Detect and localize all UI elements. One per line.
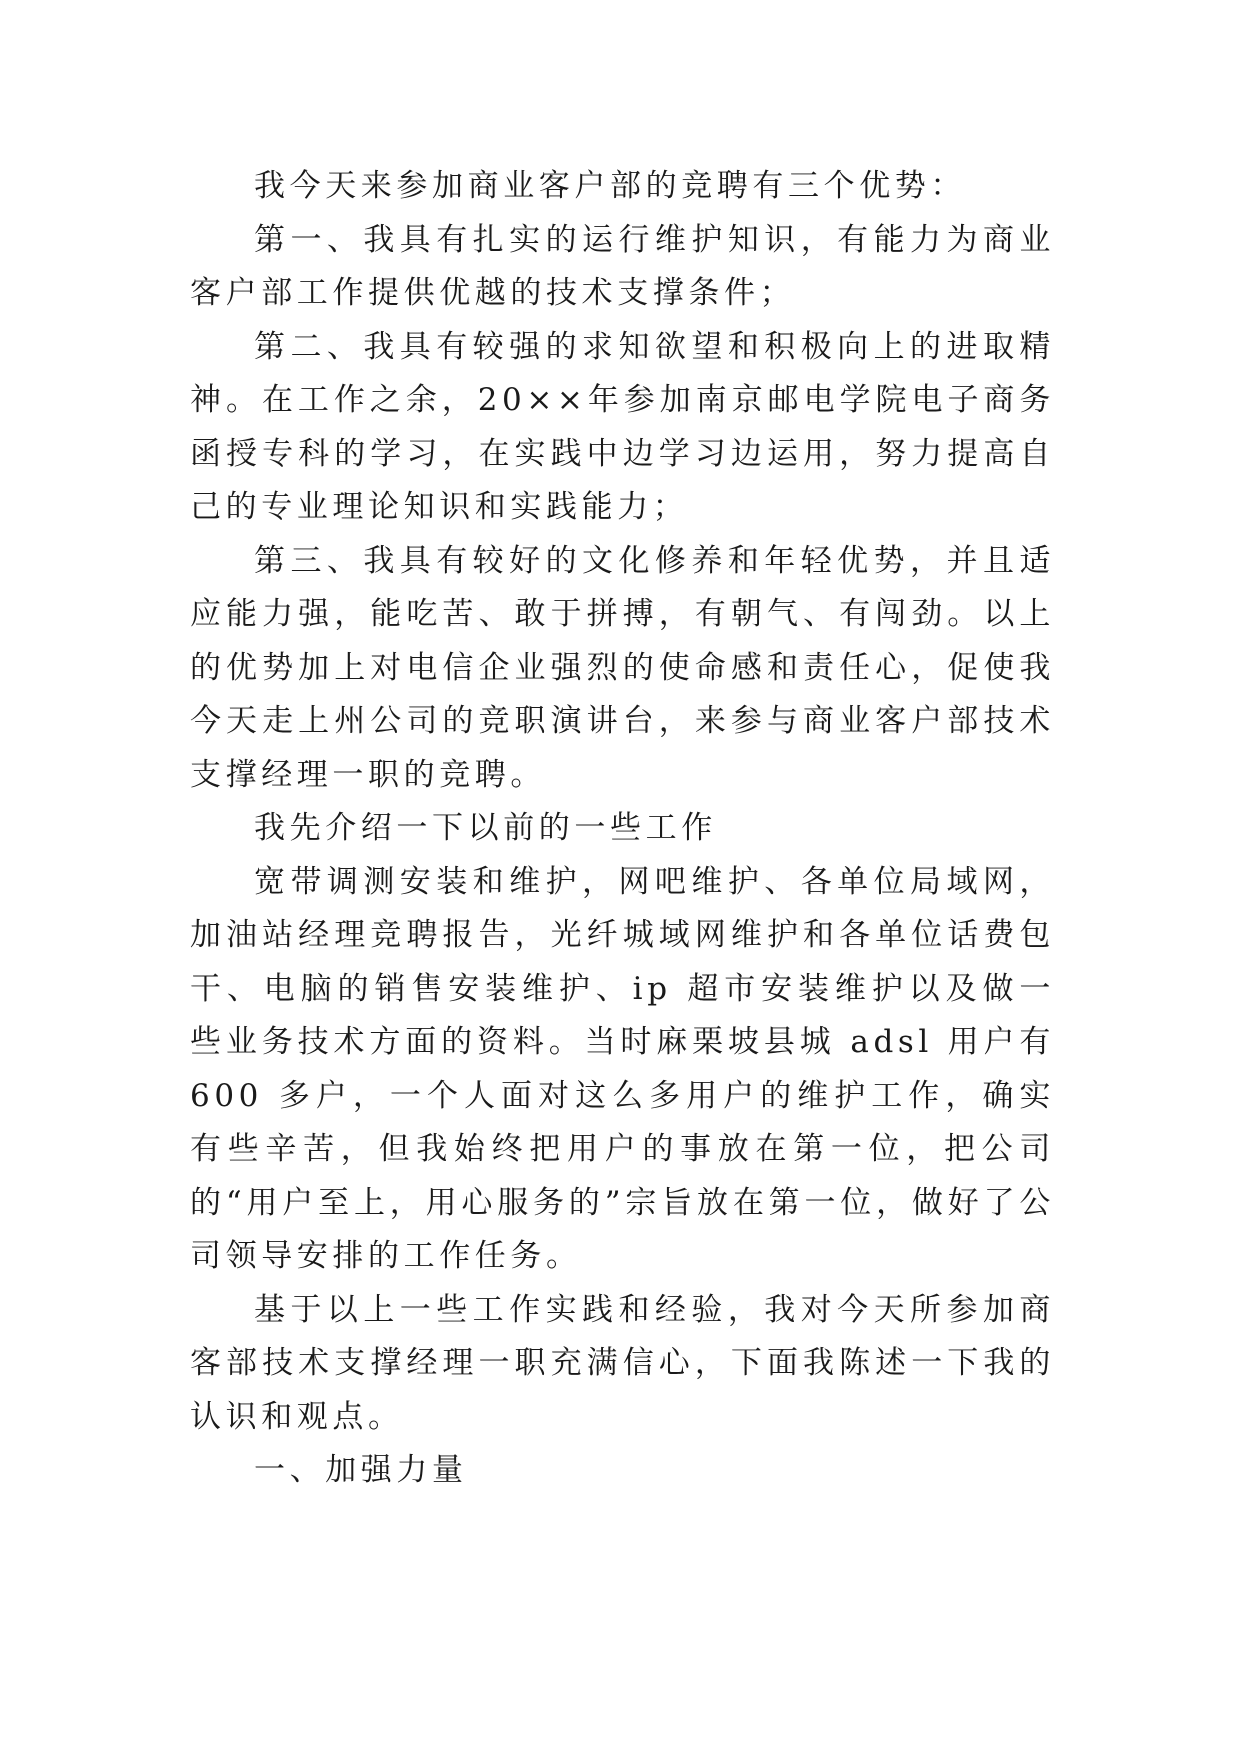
paragraph-advantage-2: 第二、我具有较强的求知欲望和积极向上的进取精神。在工作之余，20××年参加南京邮电学院电子商务函授专科的学习，在实践中边学习边运用，努力提高自己的专业理论知识和实践能力； [190,328,1055,525]
paragraph-intro: 我今天来参加商业客户部的竞聘有三个优势： [254,168,966,204]
paragraph-advantage-3: 第三、我具有较好的文化修养和年轻优势，并且适应能力强，能吃苦、敢于拼搏，有朝气、有闯劲。以上的优势加上对电信企业强烈的使命感和责任心，促使我今天走上州公司的竞职演讲台，来参与商业客户部技术支撑经理一职的竞聘。 [190,542,1055,793]
paragraph-work-details: 宽带调测安装和维护，网吧维护、各单位局域网，加油站经理竞聘报告，光纤城域网维护和各单位话费包干、电脑的销售安装维护、ip 超市安装维护以及做一些业务技术方面的资料。当时麻栗坡县城 adsl 用户有 600 多户，一个人面对这么多用户的维护工作，确实有些辛苦，但我始终把用户的事放在第一位，把公司的“用户至上，用心服务的”宗旨放在第一位，做好了公司领导安排的工作任务。 [190,863,1055,1274]
paragraph-advantage-1: 第一、我具有扎实的运行维护知识，有能力为商业客户部工作提供优越的技术支撑条件； [190,221,1055,311]
paragraph-work-intro: 我先介绍一下以前的一些工作 [254,810,717,846]
section-heading-1: 一、加强力量 [254,1452,468,1488]
paragraph-confidence: 基于以上一些工作实践和经验，我对今天所参加商客部技术支撑经理一职充满信心，下面我陈述一下我的认识和观点。 [190,1291,1055,1435]
document-body [190,160,1055,1498]
